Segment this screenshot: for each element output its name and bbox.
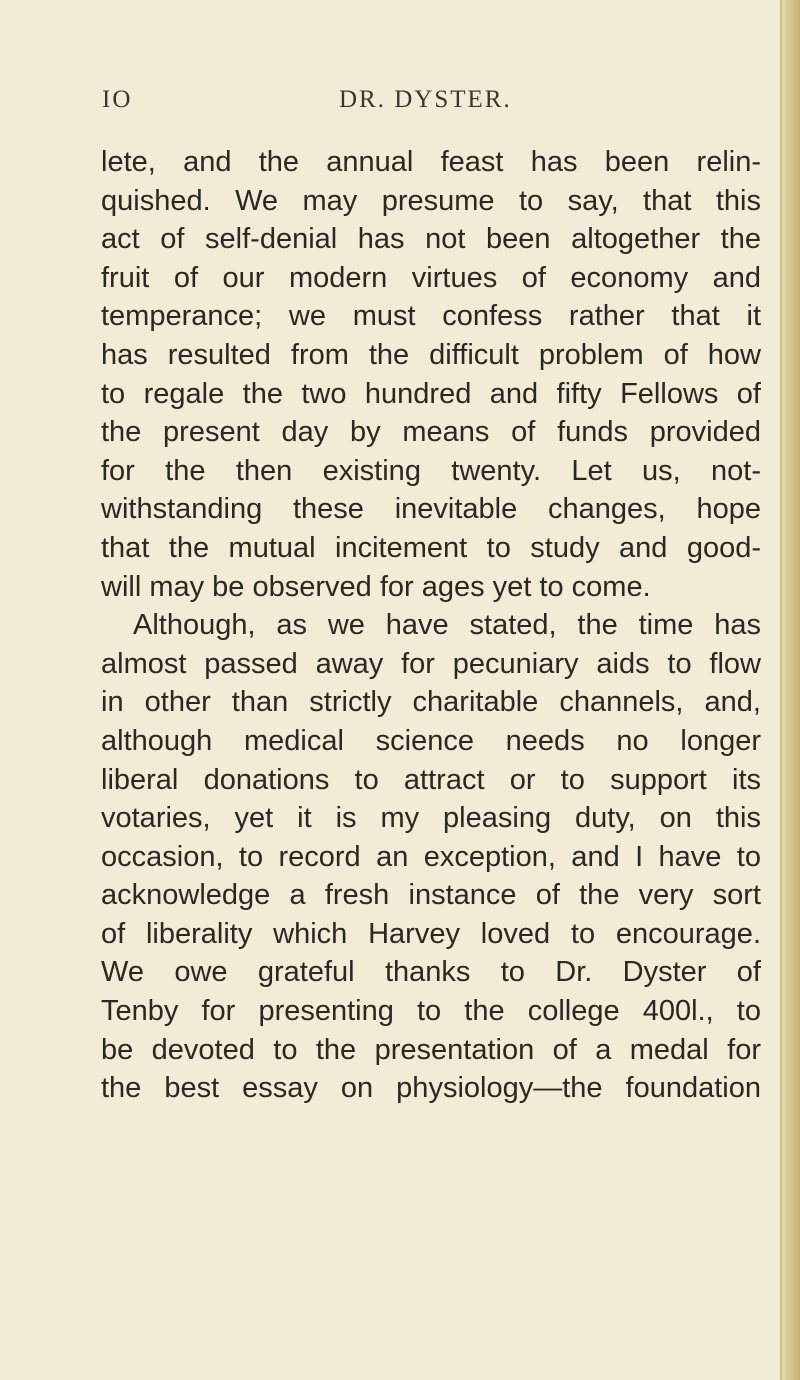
- text-line: the present day by means of funds provided: [101, 416, 761, 449]
- text-line: lete, and the annual feast has been relin-: [101, 146, 761, 178]
- text-line: to regale the two hundred and fifty Fellows of: [101, 377, 761, 410]
- page-header: [0, 86, 790, 126]
- text-line: the best essay on physiology—the foundation: [101, 1072, 761, 1105]
- text-line: quished. We may presume to say, that this: [101, 184, 761, 217]
- text-line: Tenby for presenting to the college 400l., to: [101, 995, 761, 1028]
- page-edge: [780, 0, 800, 1380]
- text-line: votaries, yet it is my pleasing duty, on this: [101, 802, 761, 835]
- text-line: acknowledge a fresh instance of the very sort: [101, 879, 761, 912]
- text-line: almost passed away for pecuniary aids to flow: [101, 647, 761, 680]
- paragraph-start-line: Although, as we have stated, the time has: [133, 609, 761, 642]
- page-number: IO: [102, 86, 133, 113]
- running-head: DR. DYSTER.: [339, 86, 512, 113]
- text-line: temperance; we must confess rather that it: [101, 300, 761, 333]
- text-line: in other than strictly charitable channels, and,: [101, 686, 761, 719]
- paragraph-end-line: will may be observed for ages yet to come.: [101, 570, 651, 603]
- text-line: We owe grateful thanks to Dr. Dyster of: [101, 956, 761, 989]
- body-text: [101, 143, 761, 1108]
- text-line: occasion, to record an exception, and I have to: [101, 840, 761, 873]
- text-line: for the then existing twenty. Let us, not-: [101, 454, 761, 487]
- text-line: withstanding these inevitable changes, hope: [101, 493, 761, 526]
- text-line: that the mutual incitement to study and good-: [101, 531, 761, 564]
- text-line: of liberality which Harvey loved to encourage.: [101, 917, 761, 950]
- text-line: act of self-denial has not been altogether the: [101, 223, 761, 256]
- text-line: fruit of our modern virtues of economy and: [101, 261, 761, 294]
- text-line: has resulted from the difficult problem of how: [101, 338, 761, 371]
- text-line: be devoted to the presentation of a medal for: [101, 1033, 761, 1066]
- text-line: although medical science needs no longer: [101, 724, 761, 757]
- text-line: liberal donations to attract or to support its: [101, 763, 761, 796]
